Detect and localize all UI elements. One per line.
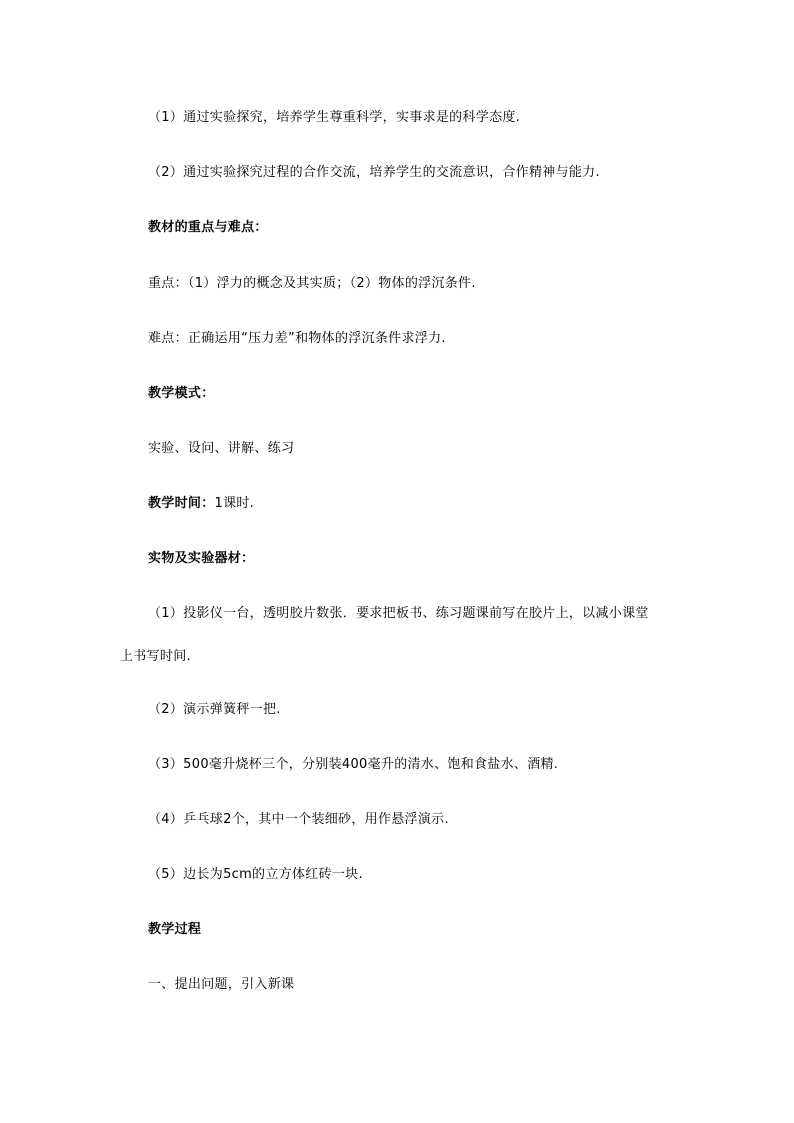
section-heading-teaching-process: 教学过程: [148, 922, 202, 937]
materials-item-3: （3）500毫升烧杯三个，分别装400毫升的清水、饱和食盐水、酒精.: [148, 757, 559, 772]
materials-item-4: （4）乒乓球2个，其中一个装细砂，用作悬浮演示.: [148, 812, 449, 827]
objective-line-1: （1）通过实验探究，培养学生尊重科学，实事求是的科学态度.: [148, 110, 521, 125]
teaching-mode-line: 实验、设问、讲解、练习: [148, 441, 295, 456]
teaching-time-value: 1课时.: [214, 496, 255, 511]
objective-line-2: （2）通过实验探究过程的合作交流，培养学生的交流意识，合作精神与能力.: [148, 165, 600, 180]
key-points-line: 重点：（1）浮力的概念及其实质；（2）物体的浮沉条件.: [148, 276, 476, 291]
section-heading-key-points: 教材的重点与难点：: [148, 220, 268, 235]
section-heading-materials: 实物及实验器材：: [148, 551, 255, 566]
materials-item-1-line-2: 上书写时间.: [120, 649, 191, 664]
difficulty-line: 难点：正确运用“压力差”和物体的浮沉条件求浮力.: [148, 331, 446, 346]
materials-item-5: （5）边长为5cm的立方体红砖一块.: [148, 867, 363, 882]
process-step-1: 一、提出问题，引入新课: [148, 977, 295, 992]
materials-item-2: （2）演示弹簧秤一把.: [148, 702, 281, 717]
teaching-time-label: 教学时间：: [148, 496, 215, 511]
teaching-time-line: [148, 495, 254, 513]
materials-item-1-line-1: （1）投影仪一台，透明胶片数张．要求把板书、练习题课前写在胶片上，以减小课堂: [148, 606, 649, 621]
section-heading-teaching-mode: 教学模式：: [148, 386, 215, 401]
